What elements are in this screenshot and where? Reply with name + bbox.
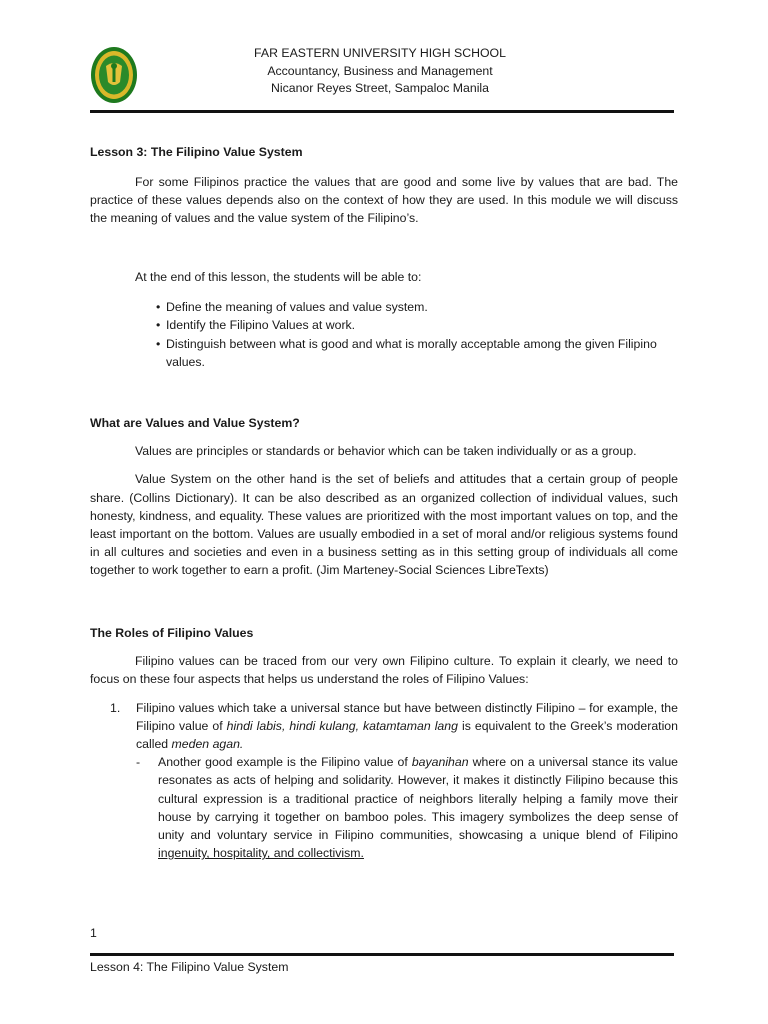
value-system-paragraph: Value System on the other hand is the set of beliefs and attitudes that a certain group of people share. (Collins Dictionary). It can be also described as an organized collection of individual values, such honesty, kindness, and equality. These values are prioritized with the most important values on top, and the least important on the bottom. Values are usually embodied in a set of moral and/or religious systems found in all cultures and societies and even in a business setting as in this setting group of individuals all come together to work together to earn a profit. (Jim Marteney-Social Sciences LibreTexts) xyxy=(90,472,678,578)
values-definition: Values are principles or standards or behavior which can be taken individually or as a group. xyxy=(135,444,637,459)
footer-text: Lesson 4: The Filipino Value System xyxy=(90,960,289,974)
sub-item xyxy=(90,753,678,862)
school-address: Nicanor Reyes Street, Sampaloc Manila xyxy=(270,81,490,95)
footer-divider xyxy=(90,953,674,956)
dash-marker: - xyxy=(136,755,141,770)
roles-intro: Filipino values can be traced from our very own Filipino culture. To explain it clearly, we need to focus on these four aspects that helps us understand the roles of Filipino Values: xyxy=(90,654,678,687)
objectives-section xyxy=(90,268,678,371)
values-section xyxy=(90,414,678,580)
strand-name: Accountancy, Business and Management xyxy=(267,63,493,78)
list-item xyxy=(90,316,678,334)
item-italic: meden agan. xyxy=(171,737,244,752)
school-name: FAR EASTERN UNIVERSITY HIGH SCHOOL xyxy=(254,46,506,60)
page-number: 1 xyxy=(90,926,97,940)
sub-item-text: Another good example is the Filipino value of xyxy=(158,755,412,770)
intro-paragraph: For some Filipinos practice the values that are good and some live by values that are bad. The practice of these values depends also on the context of how they are used. In this module we will discuss the meaning of values and the value system of the Filipino’s. xyxy=(90,175,678,226)
objective-text: Define the meaning of values and value system. xyxy=(166,300,428,315)
objectives-list xyxy=(90,298,678,371)
sub-item-underlined: ingenuity, hospitality, and collectivism. xyxy=(158,846,364,861)
numbered-item xyxy=(90,699,678,754)
objective-text: Identify the Filipino Values at work. xyxy=(166,318,356,333)
list-item xyxy=(90,298,678,316)
section-heading: What are Values and Value System? xyxy=(90,416,300,430)
school-logo xyxy=(90,46,138,104)
bullet-icon: • xyxy=(156,336,161,351)
lesson-title xyxy=(90,143,678,161)
section-heading: The Roles of Filipino Values xyxy=(90,626,254,640)
list-item xyxy=(90,335,678,371)
roles-section xyxy=(90,624,678,862)
item-number: 1. xyxy=(110,700,121,715)
intro-section xyxy=(90,173,678,228)
objectives-intro: At the end of this lesson, the students will be able to: xyxy=(135,270,422,284)
item-text: Filipino values which take a universal stance but have between distinctly Filipino – for example, the Filipino value of xyxy=(136,700,678,733)
item-text: is equivalent to the Greek’s moderation called xyxy=(136,718,678,752)
bullet-icon: • xyxy=(156,318,161,333)
item-italic: hindi labis, hindi kulang, katamtaman lang xyxy=(226,718,458,733)
school-header xyxy=(180,45,580,98)
sub-item-italic: bayanihan xyxy=(411,755,469,770)
header-divider xyxy=(90,110,674,113)
sub-item-text: where on a universal stance its value resonates as acts of helping and solidarity. However, it makes it distinctly Filipino because this cultural expression is a traditional practice of neighbors literally helping a family move their house by carrying it together on bamboo poles. This imagery symbolizes the deep sense of unity and voluntary service in Filipino communities, showcasing a unique blend of Filipino xyxy=(158,755,678,843)
bullet-icon: • xyxy=(156,300,161,315)
objective-text: Distinguish between what is good and what is morally acceptable among the given Filipino values. xyxy=(166,336,657,369)
lesson-title-text: Lesson 3: The Filipino Value System xyxy=(90,145,303,159)
